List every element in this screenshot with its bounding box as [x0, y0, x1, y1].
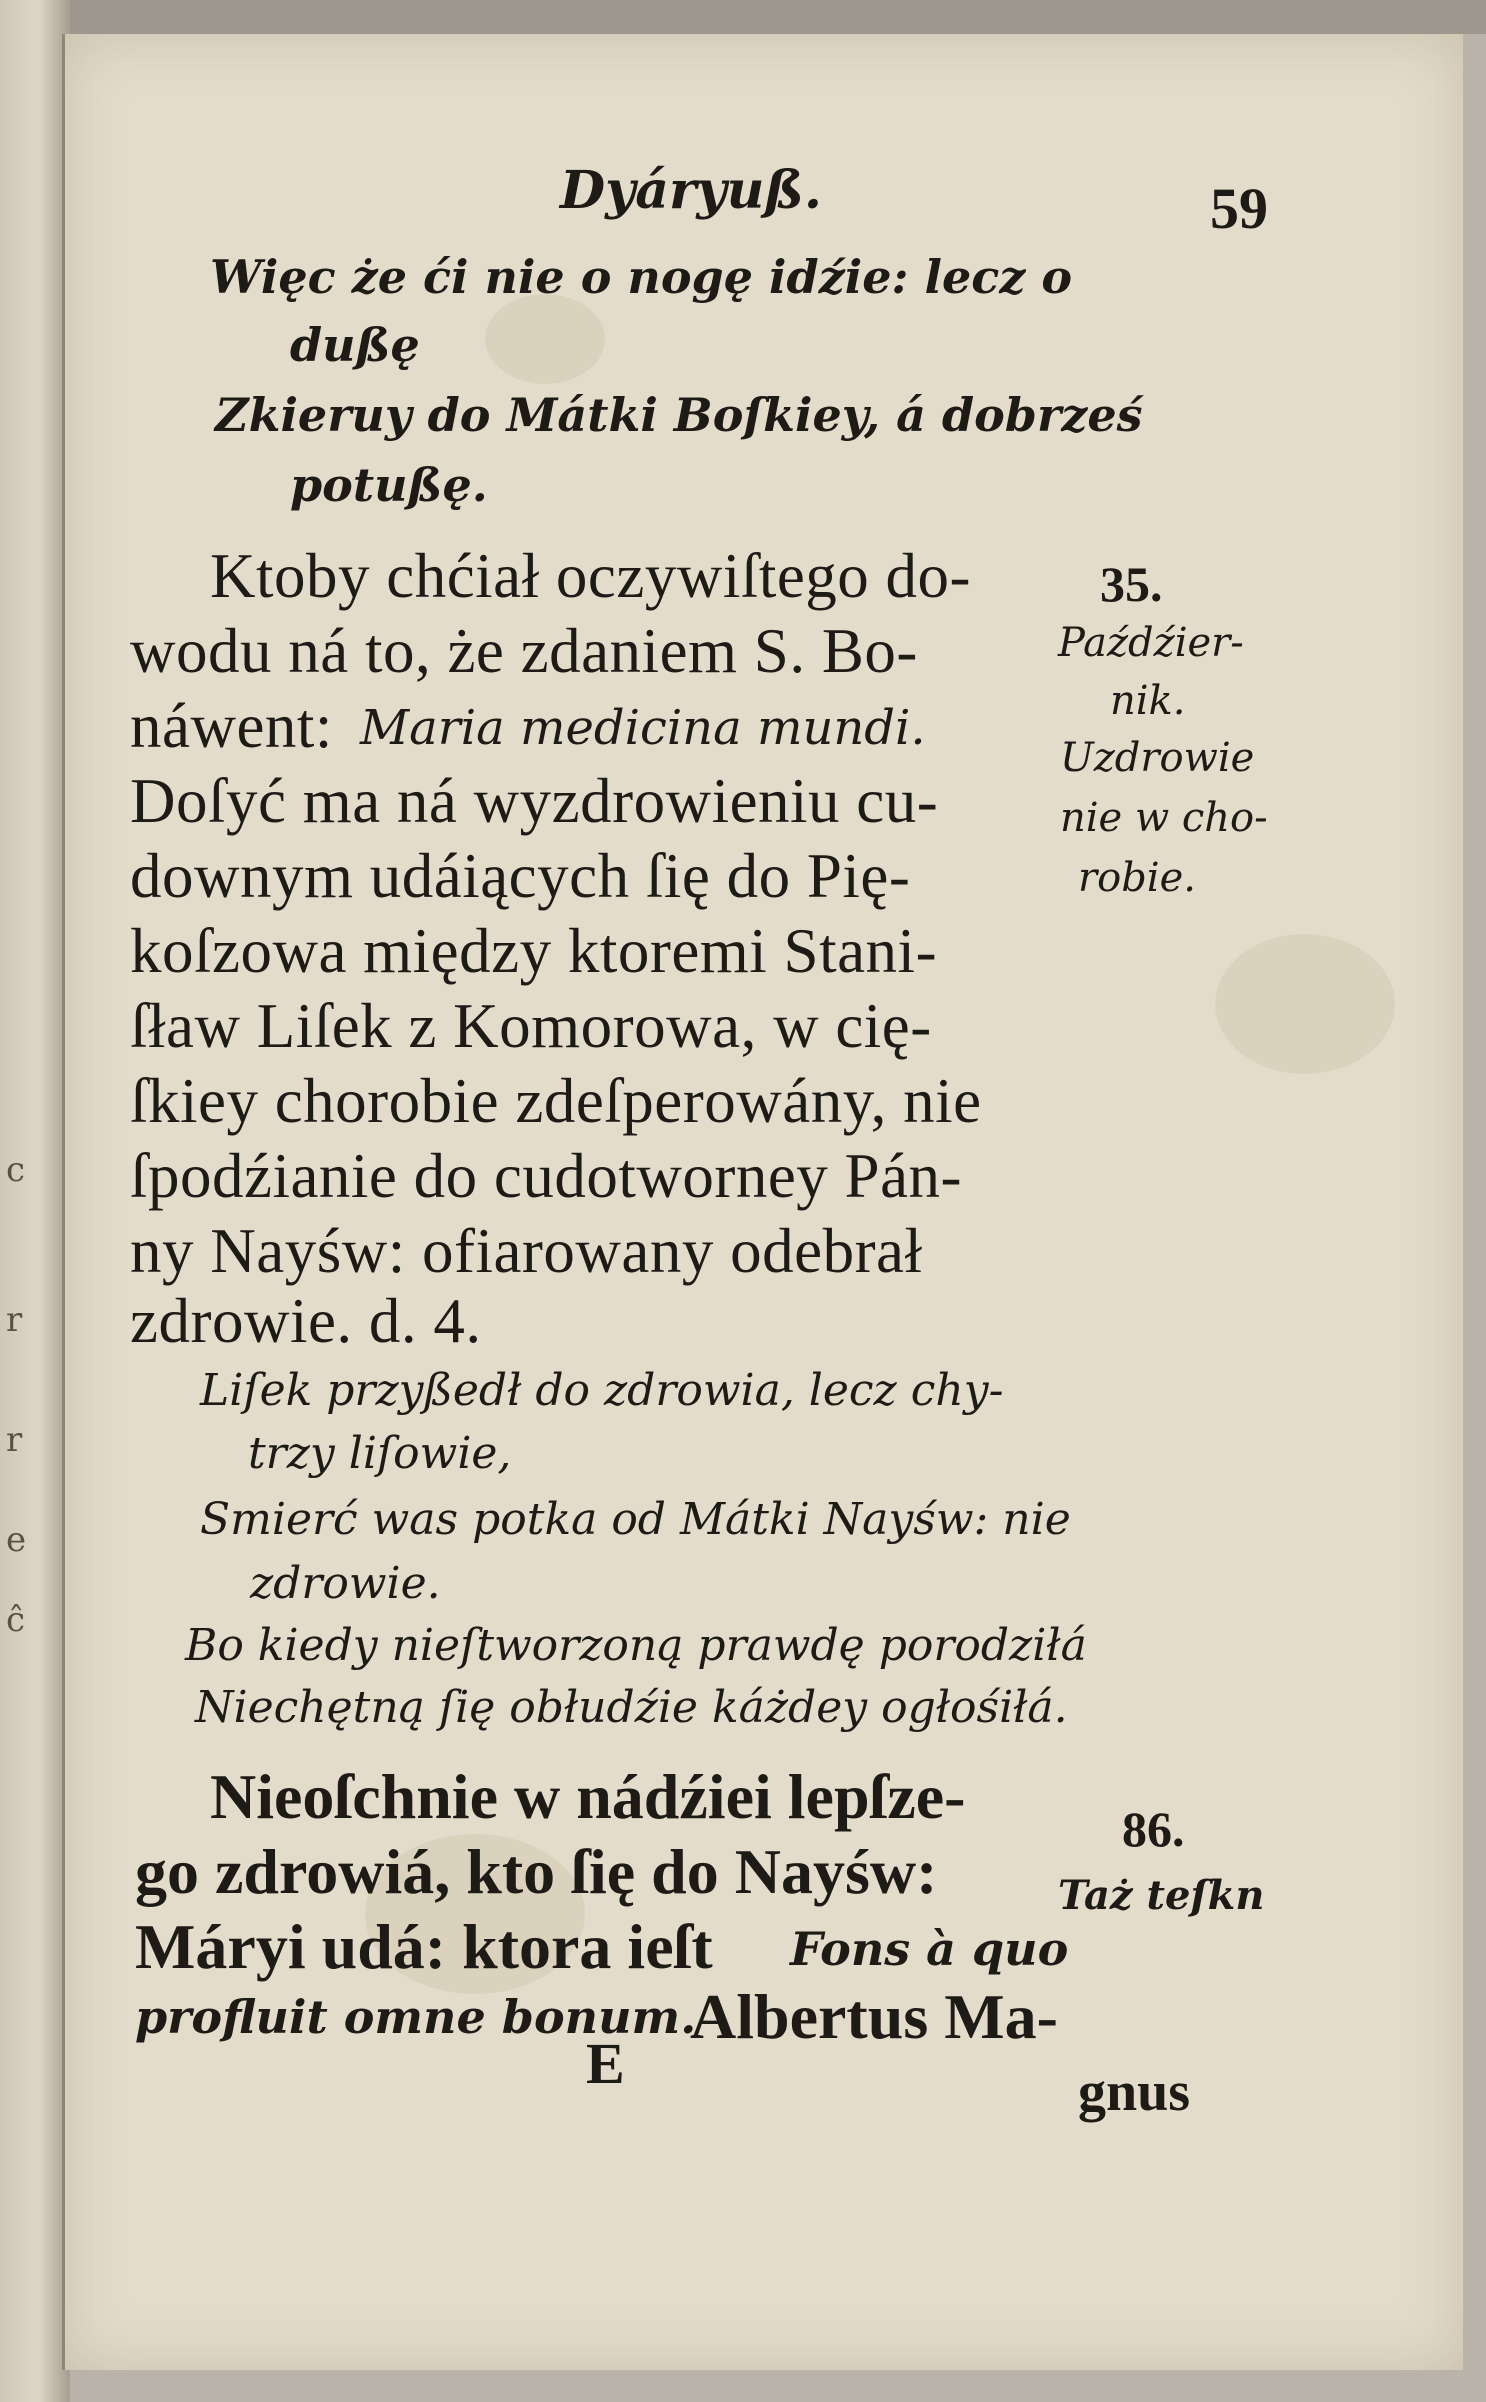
- verse-line: Zkieruy do Mátki Boſkiey, á dobrześ: [215, 388, 1143, 442]
- paragraph-line: wodu ná to, że zdaniem S. Bo-: [130, 616, 918, 686]
- verse-line: Liſek przyßedł do zdrowia, lecz chy-: [200, 1365, 1004, 1416]
- left-page-mark: r: [6, 1300, 23, 1340]
- running-head: Dyáryuß.: [560, 160, 823, 221]
- paragraph-line: ſpodźianie do cudotworney Pán-: [130, 1141, 963, 1211]
- left-page-mark: e: [6, 1520, 27, 1560]
- paragraph-line: downym udáiących ſię do Pię-: [130, 841, 911, 911]
- paragraph-line: Ktoby chćiał oczywiſtego do-: [210, 541, 972, 611]
- verse-line: zdrowie.: [250, 1558, 441, 1609]
- margin-note-line: Taż teſkn: [1058, 1872, 1265, 1919]
- margin-note-number: 35.: [1100, 556, 1163, 612]
- paragraph-line: náwent:: [130, 691, 333, 761]
- verse-line: dußę: [290, 318, 420, 372]
- paragraph-line: Nieoſchnie w nádźiei lepſze-: [210, 1761, 966, 1832]
- margin-note-line: Uzdrowie: [1060, 735, 1255, 781]
- left-page-mark: ĉ: [6, 1600, 26, 1640]
- verse-line: Bo kiedy nieſtworzoną prawdę porodziłá: [185, 1620, 1087, 1671]
- margin-note-line: robie.: [1078, 855, 1196, 901]
- latin-quote: Maria medicina mundi.: [360, 700, 926, 756]
- catchword: gnus: [1078, 2061, 1191, 2123]
- latin-quote: profluit omne bonum.: [135, 1990, 697, 2044]
- verse-line: Niechętną ſię obłudźie káżdey ogłośiłá.: [195, 1682, 1068, 1733]
- left-page-mark: c: [6, 1150, 26, 1190]
- left-page-mark: r: [6, 1420, 23, 1460]
- margin-note-line: nie w cho-: [1060, 795, 1268, 841]
- paragraph-line: go zdrowiá, kto ſię do Nayśw:: [135, 1836, 938, 1907]
- paragraph-line: Albertus Ma-: [690, 1981, 1058, 2052]
- paragraph-line: ſkiey chorobie zdeſperowány, nie: [130, 1066, 982, 1136]
- verse-line: potußę.: [290, 458, 488, 512]
- paragraph-line: ſław Liſek z Komorowa, w cię-: [130, 991, 932, 1061]
- paragraph-line: koſzowa między ktoremi Stani-: [130, 916, 938, 986]
- verse-line: Smierć was potka od Mátki Nayśw: nie: [200, 1494, 1071, 1545]
- facing-page-edge: [0, 0, 70, 2402]
- paragraph-line: ny Nayśw: ofiarowany odebrał: [130, 1216, 923, 1286]
- verse-line: Więc że ći nie o nogę idźie: lecz o: [210, 250, 1073, 304]
- paragraph-line: Doſyć ma ná wyzdrowieniu cu-: [130, 766, 939, 836]
- margin-note-line: nik.: [1110, 678, 1186, 724]
- margin-note-number: 86.: [1122, 1801, 1185, 1857]
- paragraph-line: zdrowie. d. 4.: [130, 1286, 482, 1356]
- margin-note-line: Paźdźier-: [1058, 620, 1244, 666]
- signature-mark: E: [586, 2031, 625, 2096]
- verse-line: trzy liſowie,: [248, 1428, 512, 1479]
- page-number: 59: [1210, 176, 1268, 241]
- book-edge-top: [0, 0, 1486, 34]
- latin-quote: Fons à quo: [790, 1922, 1069, 1976]
- paragraph-line: Máryi udá: ktora ieſt: [135, 1911, 713, 1982]
